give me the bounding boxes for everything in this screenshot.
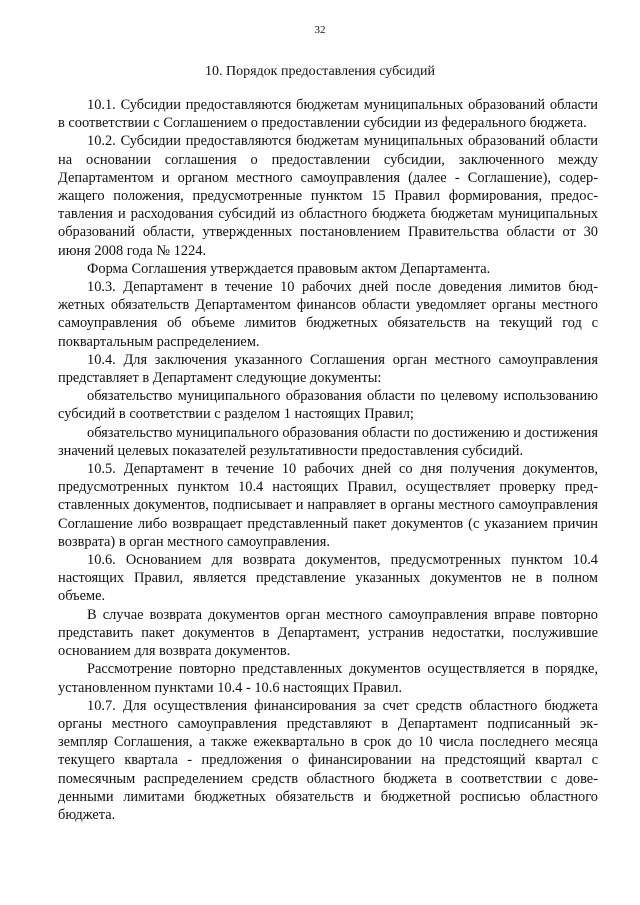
paragraph-resubmission: В случае возврата документов орган местного самоуправления вправе повторно представить пакет документов в Департамент, устранив недостатки, послужившие основанием для возврата документов. — [58, 606, 598, 660]
paragraph-agreement-form: Форма Соглашения утверждается правовым актом Департамента. — [87, 260, 491, 277]
paragraph-10-6: 10.6. Основанием для возврата документов, предусмотренных пунктом 10.4 настоящих Правил, является представление указанных документов не в полном объеме. — [58, 552, 598, 605]
paragraph-obligation-indicators: обязательство муниципального образования области по достижению и достижения значений целевых показателей результативности предоставления субсидий. — [58, 424, 598, 459]
paragraph-10-3: 10.3. Департамент в течение 10 рабочих дней после доведения лимитов бюджетных обязательств Департаментом финансов области уведомляет органы местного самоуправления об объеме лимитов бюджетных обязательств на текущий год с поквартальным распределением. — [58, 279, 598, 350]
paragraph-10-4: 10.4. Для заключения указанного Соглашения орган местного самоуправления представляет в Департамент следующие документы: — [58, 351, 598, 387]
paragraph-review: Рассмотрение повторно представленных документов осуществляется в порядке, установленном пунктами 10.4 - 10.6 настоящих Правил. — [58, 661, 598, 696]
paragraph-10-5: 10.5. Департамент в течение 10 рабочих дней со дня получения документов, предусмотренных пунктом 10.4 настоящих Правил, осуществляет проверку представленных документов, подписывает и направляет в органы местного самоуправления Соглашение либо возвращает представленный пакет документов (с указанием причин возврата) в орган местного самоуправления. — [58, 461, 598, 550]
paragraph-10-7: 10.7. Для осуществления финансирования за счет средств областного бюджета органы местного самоуправления представляют в Департамент подписанный экземпляр Соглашения, а также ежеквартально в срок до 10 числа последнего месяца текущего квартала - предложения о финансировании на предстоящий квартал с помесячным распределением средств областного бюджета в соответствии с доведенными лимитами бюджетных обязательств и бюджетной росписью областного бюджета. — [58, 697, 598, 823]
paragraph-obligation-target-use: обязательство муниципального образования области по целевому использованию субсидий в соответствии с разделом 1 настоящих Правил; — [58, 388, 598, 423]
section-body — [58, 96, 598, 824]
paragraph-10-1: 10.1. Субсидии предоставляются бюджетам муниципальных образований области в соответствии с Соглашением о предоставлении субсидии из федерального бюджета. — [58, 97, 598, 132]
section-title: 10. Порядок предоставления субсидий — [204, 64, 435, 79]
page-number: 32 — [314, 24, 326, 36]
paragraph-10-2: 10.2. Субсидии предоставляются бюджетам муниципальных образований области на основании соглашения о предоставлении субсидии, заключенного между Департаментом и органом местного самоуправления (далее - Соглашение), содержащего положения, предусмотренные пунктом 15 Правил формирования, предоставления и расходования субсидий из областного бюджета бюджетам муниципальных образований области, утвержденных постановлением Правительства области от 30 июня 2008 года № 1224. — [58, 133, 598, 259]
